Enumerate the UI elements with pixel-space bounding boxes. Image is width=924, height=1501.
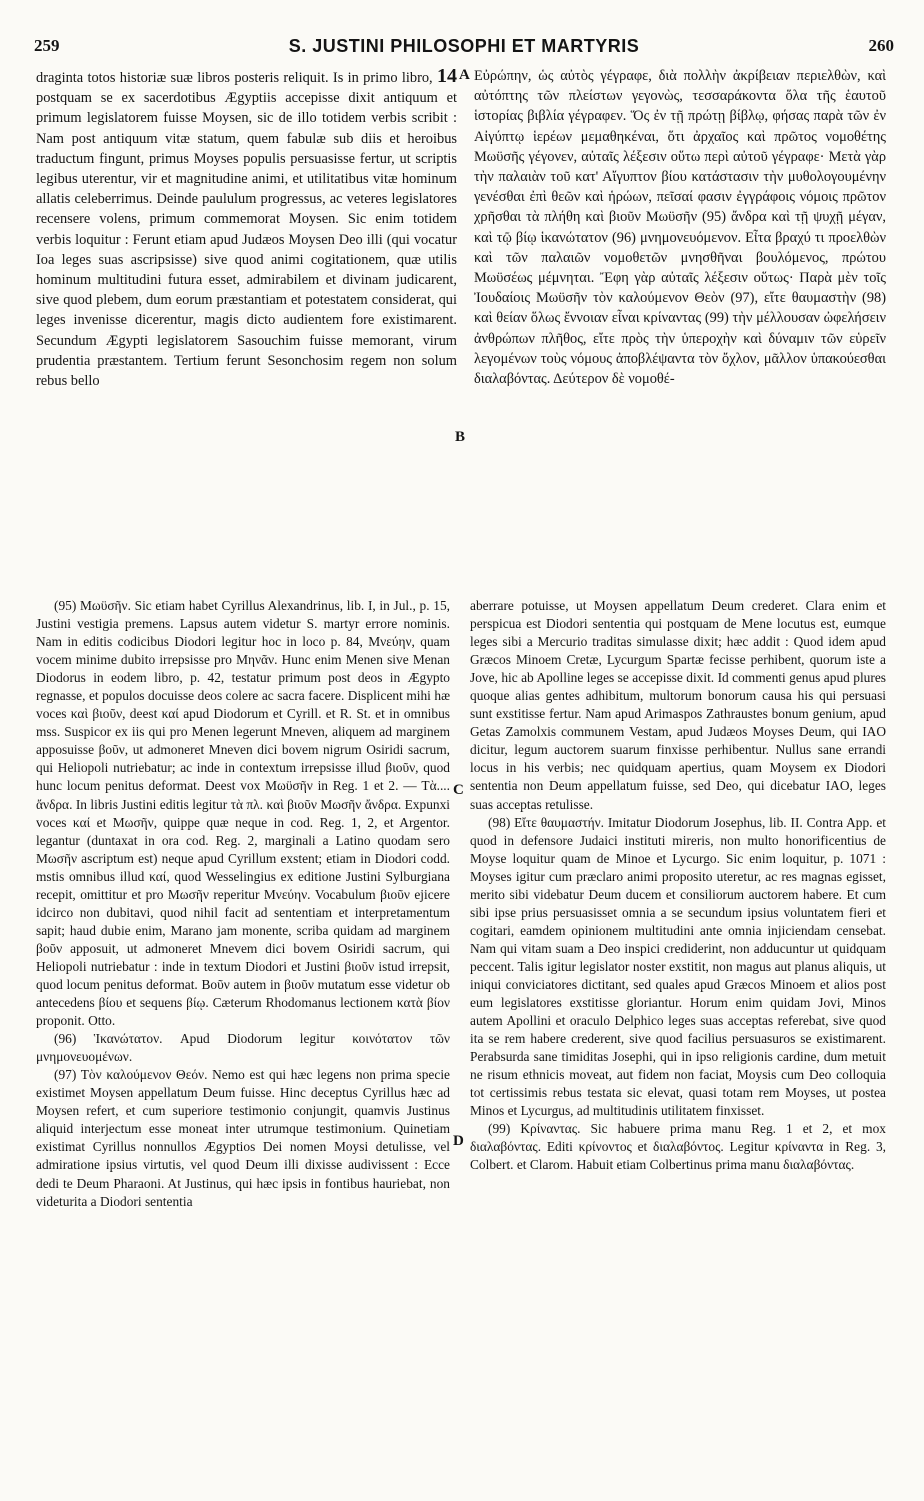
footnote-97-continued: aberrare potuisse, ut Moysen appellatum Deum crederet. Clara enim et perspicua est Diodori sententia qui postquam de Mene locutus est, eumque leges sibi a Mercurio traditas simulasse dixit; hæc addit : Quod idem apud Græcos Minoem Cretæ, Lycurgum Spartæ fecisse perhibent, quorum iste a Jove, hic ab Apolline leges se accepisse dixit. Id commenti genus apud plures quoque alias gentes adhibitum, multorum bonorum causa his qui persuasi sunt exstitisse fertur. Nam apud Arimaspos Zathraustes bonum genium, apud Getas Zamolxis communem Vestam, apud Judæos Moyses Deum, qui IAO dicitur, legum auctorem suarum finxisse perhibentur. Nullus sane errandi locus in his verbis; nec quidquam apertius, quam Moysem ex Diodori sententia non Deum appellatum fuisse, sed Deo, qui dicebatur IAO, leges suas acceptas retulisse. (470, 598, 886, 812)
margin-letter-c: C (453, 782, 464, 798)
greek-main-column (474, 66, 886, 389)
running-title: S. JUSTINI PHILOSOPHI ET MARTYRIS (288, 35, 640, 56)
left-page-number: 259 (34, 36, 60, 55)
footnote-99: (99) Κρίναντας. Sic habuere prima manu Reg. 1 et 2, et mox διαλαβόντας. Editi κρίνοντος et διαλαβόντος. Legitur κρίναντα in Reg. 3, Colbert. et Clarom. Habuit etiam Colbertinus prima manu διαλαβόντας. (470, 1121, 886, 1173)
footnote-98: (98) Εἴτε θαυμαστήν. Imitatur Diodorum Josephus, lib. II. Contra App. et quod in defensore Judaici instituti mireris, non multo honorificentius de Moyse loquitur quam de Minoe et Lycurgo. Sic enim loquitur, p. 1071 : Moyses igitur cum præclaro animi proposito uteretur, ac res magnas egisset, merito sibi videbatur Deum ducem et consiliorum auctorem habere. Et cum sibi ipse prius persuasisset omnia a se secundum ipsius voluntatem fieri et cogitari, eamdem opinionem multitudini ante omnia injiciendam censebat. Nam qui vitam suam a Deo inspici crediderint, non adducuntur ut quidquam peccent. Talis igitur legislator noster exstitit, non magus aut planus aliquis, ut iniqui conviciatores dictitant, sed quales apud Græcos Minoem et alios post eum legislatores exstitisse gloriantur. Horum enim quidam Jovi, Minos autem Apollini et oraculo Delphico leges suas acceptas referebat, sive quod ita se rem habere crederent, sive quod facilius persuasuros se existimarent. Perabsurda sane timiditas Josephi, qui in ipso religionis cardine, dum metuit ne risum ethnicis moveat, aut fidem non faciat, Moysis cum Deo colloquia tot certissimis rebus testata sic elevat, quasi totam rem Moyses, ut postea Minos et Lycurgus, ad multitudinis utilitatem finxisset. (470, 814, 886, 1119)
right-page-number: 260 (868, 36, 894, 55)
footnote-97: (97) Τὸν καλούμενον Θεόν. Nemo est qui hæc legens non prima specie existimet Moysen appellatum Deum fuisse. Hinc deceptus Cyrillus hæc ad Moysen refert, et cum superiore testimonio conjungit, quamvis Justinus aliquid interjectum esse moneat inter utrumque testimonium. Quinetiam existimat Cyrillus nonnullos Ægyptios Dei nomen Moysi detulisse, vel admiratione ipsius virtutis, vel quod Deum illi dixisse audivissent : Ecce dedi te Deum Pharaoni. At Justinus, qui hæc ipsis in fontibus hauriebat, non videturita a Diodori sententia (36, 1067, 450, 1209)
footnotes-left-column (36, 597, 450, 1211)
section-number: 14 (437, 65, 458, 87)
margin-letter-b: B (455, 429, 466, 445)
footnotes-right-column (470, 597, 886, 1175)
latin-main-column (36, 66, 457, 391)
margin-letter-a: A (459, 67, 470, 83)
footnote-96: (96) Ἱκανώτατον. Apud Diodorum legitur κοινότατον τῶν μνημονευομένων. (36, 1031, 450, 1065)
latin-text-post: postquam se ex sacerdotibus Ægyptiis accepisse dixit antiquum et primum legislatorem fuisse Moysen, sic de illo totidem verbis scribit : Nam post antiquum vitæ statum, quem fabulæ sub diis et heroibus traductum fingunt, primus Moyses populis persuasisse fertur, ut scriptis legibus uterentur, vir et magnitudine animi, et utilitatibus vitæ hominum allatis celeberrimus. Deinde paululum progressus, ac veteres legislatores recensere volens, primum commemorat Moysen. Sic enim totidem verbis loquitur : Ferunt etiam apud Judæos Moysen Deo illi (qui vocatur Ioa leges suas ascripsisse) sive quod animi cogitationem, quæ utilis hominum multitudini futura esset, admirabilem et divinam judicarent, sive quod plebem, dum eorum præstantiam et potestatem considerat, qui leges invenisse dicerentur, magis dicto audientem fore existimarent. Secundum Ægypti legislatorem Sasouchim fuisse memorant, virum prudentia præstantem. Tertium ferunt Sesonchosim regem non solum rebus bello (36, 90, 457, 390)
latin-text-pre: draginta totos historiæ suæ libros posteris reliquit. Is in primo libro, (36, 70, 433, 86)
footnote-95: (95) Μωϋσῆν. Sic etiam habet Cyrillus Alexandrinus, lib. I, in Jul., p. 15, Justini vestigia premens. Lapsus autem videtur S. martyr errore nominis. Nam in editis codicibus Diodori legitur hoc in loco p. 84, Μνεύην, quam vocem minime dubito irrepsisse pro Μηνᾶν. Hunc enim Menen sive Menan Diodorus in eodem libro, p. 42, testatur primum post deos in Ægypto regnasse, et populos docuisse deos colere ac sacra facere. Displicent mihi hæ voces καὶ βιοῦν, deest καί apud Diodorum et Cyrill. et R. St. et in omnibus mss. Suspicor ex iis qui pro Menen legerunt Mneven, aliquem ad marginem apposuisse βοῦν, ut admoneret Mneven dici bovem nigrum Osiridi sacrum, qui Heliopoli nutriebatur; ac inde in contextum irrepsisse illud βιοῦν, quod hunc locum penitus deformat. Deest vox Μωϋσῆν in Reg. 1 et 2. — Τὰ.... ἄνδρα. In libris Justini editis legitur τὰ πλ. καὶ βιοῦν Μωσῆν ἄνδρα. Expunxi voces καί et Μωσῆν, quippe quæ neque in cod. Reg. 1, 2, et Argentor. legantur (duntaxat in ora cod. Reg. 2, marginali a Latino quodam sero Μωσῆν ascriptum est) neque apud Cyrillum exstent; etiam in Diodori codd. mstis omnibus illud καί, quod Wesselingius ex editione Justini Sylburgiana recepit, omittitur et pro Μωσῆν reperitur Μνεύην. Vocabulum βιοῦν ejicere idcirco non dubitavi, quod nihil facit ad sententiam et interpretamentum sapit; haud dubie enim, Marano jam monente, scriba quidam ad marginem βοῦν apposuit, ut admoneret Mnevem dici bovem Osiridi sacrum, qui Heliopoli nutriebatur : inde in textum Diodori et Justini βιοῦν istud irrepsit, quod locum penitus deformat. Βοῦν autem in βιοῦν mutatum esse videtur ob antecedens βίου et sequens βίῳ. Cæterum Rhodomanus lectionem κατὰ βίον proponit. Otto. (36, 598, 450, 1029)
latin-main-text (36, 66, 457, 391)
greek-main-text: Εὐρώπην, ὡς αὐτὸς γέγραφε, διὰ πολλὴν ἀκρίβειαν περιελθὼν, καὶ αὐτόπτης τῶν πλείστων γεγονὼς, τεσσαράκοντα ὅλα τῆς ἑαυτοῦ ἱστορίας βιβλία γέγραφεν. Ὅς ἐν τῇ πρώτῃ βίβλῳ, φήσας παρὰ τῶν ἐν Αἰγύπτῳ ἱερέων μεμαθηκέναι, ὅτι ἀρχαῖος καὶ πρῶτος νομοθέτης Μωϋσῆς γέγονεν, αὐταῖς λέξεσιν οὕτω περὶ αὐτοῦ γέγραφε· Μετὰ γὰρ τὴν παλαιὰν τοῦ κατ' Αἴγυπτον βίου κατάστασιν τὴν μυθολογουμένην γενέσθαι ἐπὶ θεῶν καὶ ἡρώων, πεῖσαί φασιν ἐγγράφοις νόμοις πρῶτον χρῆσθαι τὰ πλήθη καὶ βιοῦν Μωϋσῆν (95) ἄνδρα καὶ τῇ ψυχῇ μέγαν, καὶ τῷ βίῳ ἱκανώτατον (96) μνημονευόμενον. Εἶτα βραχύ τι προελθὼν καὶ τῶν παλαιῶν νομοθετῶν μνησθῆναι βουλόμενος, πρώτου Μωϋσέως μέμνηται. Ἔφη γὰρ αὐταῖς λέξεσιν οὕτως· Παρὰ μὲν τοῖς Ἰουδαίοις Μωϋσῆν τὸν καλούμενον Θεὸν (97), εἴτε θαυμαστὴν (98) καὶ θείαν ὅλως ἔννοιαν εἶναι κρίναντας (99) τὴν μέλλουσαν ὠφελήσειν ἀνθρώπων πλῆθος, εἴτε πρὸς τὴν ὑπεροχὴν καὶ δύναμιν τῶν εὑρεῖν λεγομένων τοὺς νόμους ἀποβλέψαντα τὸν ὄχλον, μᾶλλον ὑπακούεσθαι διαλαβόντας. Δεύτερον δὲ νομοθέ- (474, 68, 886, 388)
page-header (34, 34, 894, 58)
margin-letter-d: D (453, 1133, 464, 1149)
